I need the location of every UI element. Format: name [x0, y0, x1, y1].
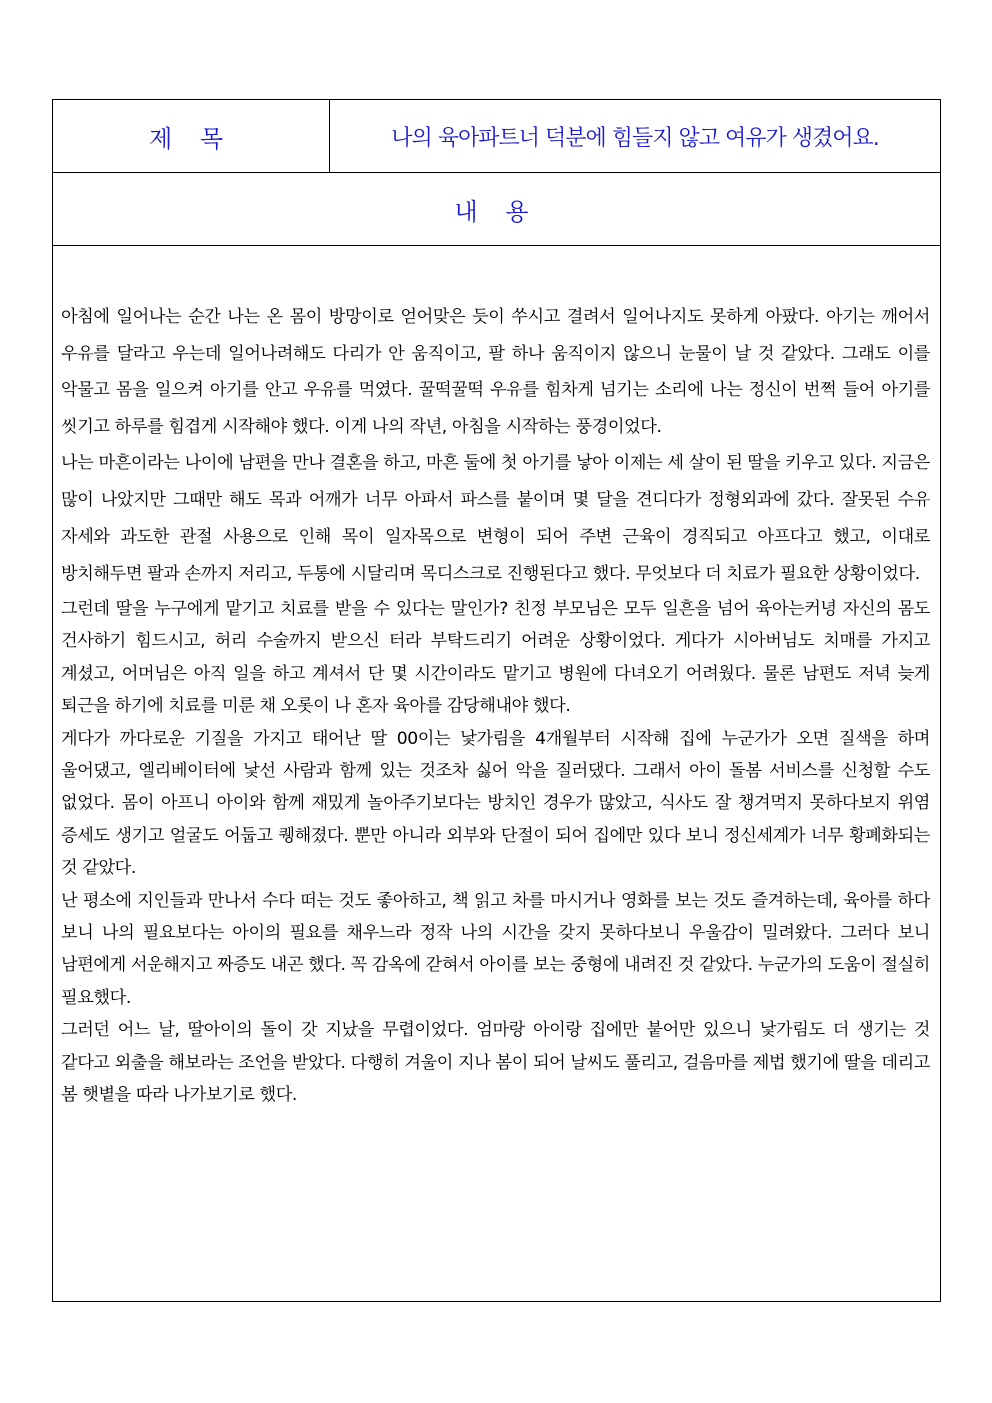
paragraph-2: 나는 마흔이라는 나이에 남편을 만나 결혼을 하고, 마흔 둘에 첫 아기를 낳아 이제는 세 살이 된 딸을 키우고 있다. 지금은 많이 나았지만 그때만 해도 목과 어깨가 너무 아파서 파스를 붙이며 몇 달을 견디다가 정형외과에 갔다. 잘못된 수유 자세와 과도한 관절 사용으로 인해 목이 일자목으로 변형이 되어 주변 근육이 경직되고 아프다고 했고, 이대로 방치해두면 팔과 손까지 저리고, 두통에 시달리며 목디스크로 진행된다고 했다. 무엇보다 더 치료가 필요한 상황이었다.	[61, 453, 930, 584]
title-row	[53, 100, 940, 173]
content-body	[53, 246, 940, 1301]
paragraph-1: 아침에 일어나는 순간 나는 온 몸이 방망이로 얻어맞은 듯이 쑤시고 결려서 일어나지도 못하게 아팠다. 아기는 깨어서 우유를 달라고 우는데 일어나려해도 다리가 안 움직이고, 팔 하나 움직이지 않으니 눈물이 날 것 같았다. 그래도 이를 악물고 몸을 일으켜 아기를 안고 우유를 먹였다. 꿀떡꿀떡 우유를 힘차게 넘기는 소리에 나는 정신이 번쩍 들어 아기를 씻기고 하루를 힘겹게 시작해야 했다. 이게 나의 작년, 아침을 시작하는 풍경이었다.	[61, 307, 930, 437]
paragraph-6: 그러던 어느 날, 딸아이의 돌이 갓 지났을 무렵이었다. 엄마랑 아이랑 집에만 붙어만 있으니 낯가림도 더 생기는 것 같다고 외출을 해보라는 조언을 받았다. 다행히 겨울이 지나 봄이 되어 날씨도 풀리고, 걸음마를 제법 했기에 딸을 데리고 봄 햇볕을 따라 나가보기로 했다.	[61, 1020, 930, 1106]
title-label: 제 목	[53, 100, 330, 172]
content-header: 내 용	[53, 173, 940, 246]
title-value: 나의 육아파트너 덕분에 힘들지 않고 여유가 생겼어요.	[391, 125, 879, 151]
paragraph-4: 게다가 까다로운 기질을 가지고 태어난 딸 00이는 낯가림을 4개월부터 시작해 집에 누군가가 오면 질색을 하며 울어댔고, 엘리베이터에 낯선 사람과 함께 있는 것조차 싫어 악을 질러댔다. 그래서 아이 돌봄 서비스를 신청할 수도 없었다. 몸이 아프니 아이와 함께 재밌게 놀아주기보다는 방치인 경우가 많았고, 식사도 잘 챙겨먹지 못하다보지 위염 증세도 생기고 얼굴도 어둡고 퀭해졌다. 뿐만 아니라 외부와 단절이 되어 집에만 있다 보니 정신세계가 너무 황폐화되는 것 같았다.	[61, 728, 930, 879]
document-table	[52, 99, 941, 1302]
paragraph-3: 그런데 딸을 누구에게 맡기고 치료를 받을 수 있다는 말인가? 친정 부모님은 모두 일흔을 넘어 육아는커녕 자신의 몸도 건사하기 힘드시고, 허리 수술까지 받으신 터라 부탁드리기 어려운 상황이었다. 게다가 시아버님도 치매를 가지고 계셨고, 어머님은 아직 일을 하고 계셔서 단 몇 시간이라도 맡기고 병원에 다녀오기 어려웠다. 물론 남편도 저녁 늦게 퇴근을 하기에 치료를 미룬 채 오롯이 나 혼자 육아를 감당해내야 했다.	[61, 599, 930, 717]
paragraph-5: 난 평소에 지인들과 만나서 수다 떠는 것도 좋아하고, 책 읽고 차를 마시거나 영화를 보는 것도 즐겨하는데, 육아를 하다 보니 나의 필요보다는 아이의 필요를 채우느라 정작 나의 시간을 갖지 못하다보니 우울감이 밀려왔다. 그러다 보니 남편에게 서운해지고 짜증도 내곤 했다. 꼭 감옥에 갇혀서 아이를 보는 중형에 내려진 것 같았다. 누군가의 도움이 절실히 필요했다.	[61, 890, 930, 1008]
